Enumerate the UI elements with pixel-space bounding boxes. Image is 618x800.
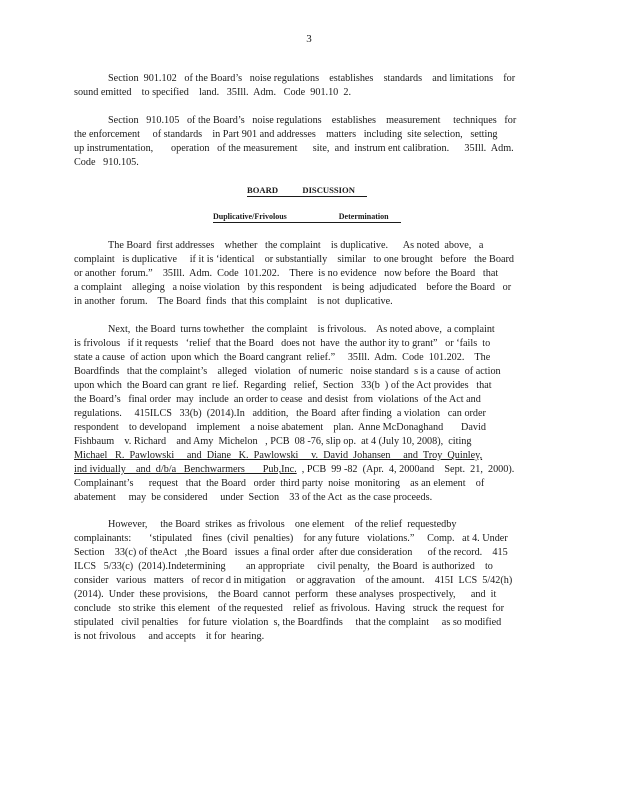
heading-duplicative-frivolous bbox=[74, 212, 540, 223]
text-line: The Board first addresses whether the complaint is duplicative. As noted above, a bbox=[108, 240, 484, 251]
text-line: state a cause of action upon which the Board cangrant relief.” 35Ill. Adm. Code 101.202. The bbox=[74, 352, 491, 363]
text-line: Next, the Board turns towhether the complaint is frivolous. As noted above, a complaint bbox=[108, 324, 495, 335]
case-citation-line: ind ividually and d/b/a Benchwarmers Pub,Inc. bbox=[74, 464, 297, 475]
text-line: a complaint alleging a noise violation by this respondent is being adjudicated before the Board or bbox=[74, 282, 512, 293]
paragraph-duplicative bbox=[74, 239, 540, 309]
text-line: up instrumentation, operation of the measurement site, and instrum ent calibration. 35Ill. Adm. bbox=[74, 143, 514, 154]
text-line: Section 901.102 of the Board’s noise regulations establishes standards and limitations for bbox=[108, 73, 516, 84]
text-line: Boardfinds that the complaint’s alleged violation of numeric noise standard s is a cause of action bbox=[74, 366, 501, 377]
heading-word: Duplicative/Frivolous bbox=[213, 212, 287, 221]
page-number: 3 bbox=[306, 33, 312, 45]
paragraph-strikes-frivolous bbox=[74, 518, 540, 644]
text-line: the Board’s final order may include an order to cease and desist from violations of the Act and bbox=[74, 394, 481, 405]
text-line: consider various matters of recor d in mitigation or aggravation of the amount. 415I LCS 5/42(h) bbox=[74, 575, 513, 586]
heading-word: DISCUSSION bbox=[302, 185, 355, 195]
text-segment: , PCB 99 -82 (Apr. 4, 2000and Sept. 21, 2000). bbox=[296, 464, 515, 475]
text-line: respondent to developand implement a noise abatement plan. Anne McDonaghand David bbox=[74, 422, 486, 433]
text-line: Complainant’s request that the Board order third party noise monitoring as an element of bbox=[74, 478, 485, 489]
text-line: upon which the Board can grant re lief. Regarding relief, Section 33(b ) of the Act provides that bbox=[74, 380, 492, 391]
paragraph-section-901-102 bbox=[74, 72, 540, 100]
text-line: the enforcement of standards in Part 901 and addresses matters including site selection, setting bbox=[74, 129, 498, 140]
text-line: Code 910.105. bbox=[74, 157, 139, 168]
heading-word: Determination bbox=[338, 212, 389, 221]
text-line: However, the Board strikes as frivolous one element of the relief requestedby bbox=[108, 519, 457, 530]
text-line: stipulated civil penalties for future violation s, the Boardfinds that the complaint as so modified bbox=[74, 617, 502, 628]
text-line: conclude sto strike this element of the requested relief as frivolous. Having struck the request for bbox=[74, 603, 505, 614]
text-line: or another forum.” 35Ill. Adm. Code 101.202. There is no evidence now before the Board that bbox=[74, 268, 499, 279]
text-line: is not frivolous and accepts it for hearing. bbox=[74, 631, 265, 642]
paragraph-frivolous bbox=[74, 323, 540, 505]
text-line: is frivolous if it requests ‘relief that the Board does not have the author ity to grant” or ‘fails to bbox=[74, 338, 491, 349]
text-line: regulations. 415ILCS 33(b) (2014).In addition, the Board after finding a violation can order bbox=[74, 408, 486, 419]
heading-word: BOARD bbox=[247, 185, 279, 195]
text-line: (2014). Under these provisions, the Board cannot perform these analyses prospectively, and it bbox=[74, 589, 497, 600]
case-citation-line: Michael R. Pawlowski and Diane K. Pawlowski v. David Johansen and Troy Quinley, bbox=[74, 450, 483, 461]
text-line: sound emitted to specified land. 35Ill. Adm. Code 901.10 2. bbox=[74, 87, 352, 98]
text-line: ILCS 5/33(c) (2014).Indetermining an appropriate civil penalty, the Board is authorized to bbox=[74, 561, 493, 572]
text-line: Section 33(c) of theAct ,the Board issues a final order after due consideration of the record. 415 bbox=[74, 547, 508, 558]
text-line: Fishbaum v. Richard and Amy Michelon , PCB 08 -76, slip op. at 4 (July 10, 2008), citing bbox=[74, 436, 472, 447]
text-line: abatement may be considered under Section 33 of the Act as the case proceeds. bbox=[74, 492, 433, 503]
text-line: complainants: ‘stipulated fines (civil penalties) for any future violations.” Comp. at 4. Under bbox=[74, 533, 508, 544]
heading-board-discussion bbox=[74, 185, 540, 197]
text-line: complaint is duplicative if it is ‘identical or substantially similar to one brought before the Board bbox=[74, 254, 514, 265]
text-line: in another forum. The Board finds that this complaint is not duplicative. bbox=[74, 296, 393, 307]
paragraph-section-910-105 bbox=[74, 114, 540, 170]
text-line: Section 910.105 of the Board’s noise regulations establishes measurement techniques for bbox=[108, 115, 517, 126]
